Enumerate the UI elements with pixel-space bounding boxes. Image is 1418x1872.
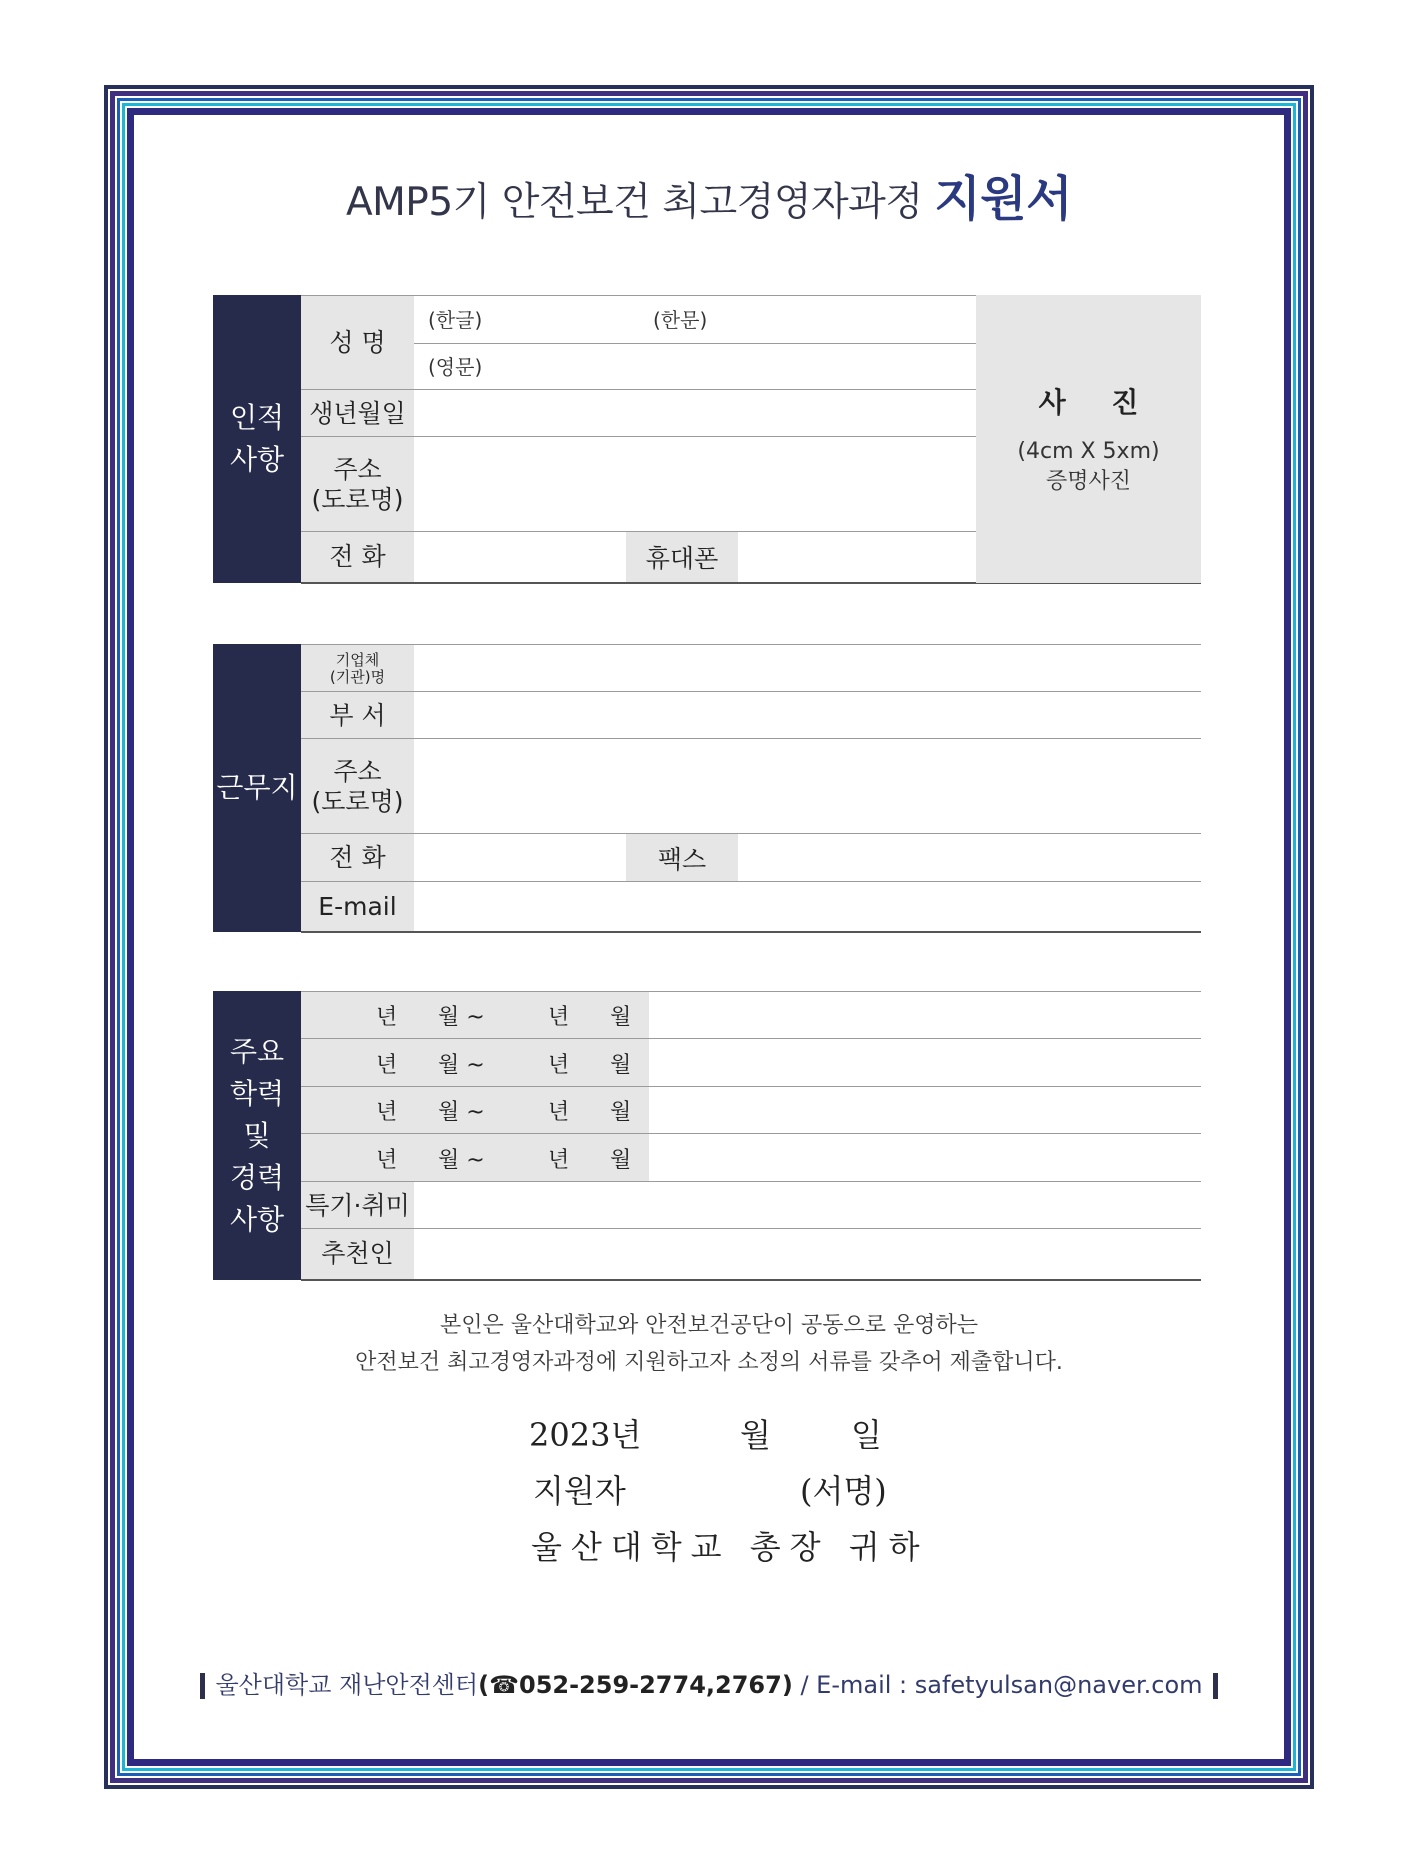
phone-field[interactable] [414, 532, 626, 582]
period-start-month: 월 ~ [438, 1052, 485, 1078]
declaration-line-1: 본인은 울산대학교와 안전보건공단이 공동으로 운영하는 [439, 1313, 979, 1338]
personal-section [213, 295, 1201, 583]
period-start-year: 년 [376, 1147, 398, 1173]
name-hanja-field[interactable]: (한문) [653, 308, 708, 332]
work-phone-row [301, 833, 1201, 882]
mobile-field[interactable] [738, 532, 968, 582]
name-row [301, 295, 976, 390]
dept-field[interactable] [414, 692, 1201, 739]
career-sidebar: 주요 학력 및 경력 사항 [213, 991, 301, 1280]
period-cell [301, 1039, 649, 1087]
work-address-row [301, 738, 1201, 834]
work-sidebar: 근무지 [213, 644, 301, 932]
company-label: 기업체 (기관)명 [301, 645, 414, 692]
photo-box[interactable] [976, 295, 1201, 583]
birth-field[interactable] [414, 390, 976, 437]
photo-note: 증명사진 [1045, 469, 1131, 494]
footer-email[interactable]: / E-mail : safetyulsan@naver.com [800, 1671, 1203, 1699]
period-start-year: 년 [376, 1005, 398, 1030]
footer-bar-right [1213, 1673, 1218, 1699]
email-row [301, 881, 1201, 933]
period-end-month: 월 [610, 1005, 632, 1030]
company-field[interactable] [414, 645, 1201, 692]
address-label: 주소 (도로명) [301, 437, 414, 532]
title-main: AMP5기 안전보건 최고경영자과정 [345, 180, 923, 225]
period-start-year: 년 [376, 1052, 398, 1078]
period-end-year: 년 [548, 1147, 570, 1173]
recommender-field[interactable] [414, 1229, 1201, 1279]
work-phone-field[interactable] [414, 834, 626, 882]
career-field[interactable] [649, 992, 1201, 1039]
birth-label: 생년월일 [301, 390, 414, 437]
title-highlight: 지원서 [934, 171, 1073, 227]
period-end-month: 월 [610, 1052, 632, 1078]
work-phone-label: 전 화 [301, 834, 414, 882]
name-english-field[interactable]: (영문) [428, 355, 483, 379]
email-field[interactable] [414, 882, 1201, 931]
hobby-field[interactable] [414, 1182, 1201, 1229]
footer-phone: (☎052-259-2774,2767) [478, 1671, 793, 1699]
footer [0, 1665, 1418, 1700]
period-cell [301, 1087, 649, 1134]
footer-org: 울산대학교 재난안전센터 [215, 1671, 479, 1699]
company-row [301, 644, 1201, 692]
address-field[interactable] [414, 437, 976, 532]
career-row [301, 1038, 1201, 1087]
sign-label: (서명) [800, 1472, 887, 1510]
dept-label: 부 서 [301, 692, 414, 739]
name-label: 성 명 [301, 296, 414, 390]
period-end-year: 년 [548, 1005, 570, 1030]
work-address-label: 주소 (도로명) [301, 739, 414, 834]
personal-sidebar: 인적 사항 [213, 295, 301, 583]
fax-label: 팩스 [626, 834, 738, 882]
fax-field[interactable] [738, 834, 1201, 882]
declaration-line-2: 안전보건 최고경영자과정에 지원하고자 소정의 서류를 갖추어 제출합니다. [355, 1350, 1063, 1375]
hobby-row [301, 1181, 1201, 1229]
period-start-year: 년 [376, 1100, 398, 1125]
period-start-month: 월 ~ [438, 1005, 485, 1030]
name-korean-field[interactable]: (한글) [428, 308, 483, 332]
footer-bar-left [200, 1673, 205, 1699]
career-row [301, 1133, 1201, 1182]
mobile-label: 휴대폰 [626, 532, 738, 582]
period-end-month: 월 [610, 1147, 632, 1173]
career-field[interactable] [649, 1087, 1201, 1134]
photo-size: (4cm X 5xm) [1017, 439, 1160, 464]
photo-title: 사 진 [1038, 386, 1157, 419]
career-row [301, 1086, 1201, 1134]
address-row [301, 436, 976, 532]
hobby-label: 특기·취미 [301, 1182, 414, 1229]
period-end-year: 년 [548, 1052, 570, 1078]
period-end-year: 년 [548, 1100, 570, 1125]
period-end-month: 월 [610, 1100, 632, 1125]
recommender-label: 추천인 [301, 1229, 414, 1279]
career-row [301, 991, 1201, 1039]
career-section [213, 991, 1201, 1280]
period-start-month: 월 ~ [438, 1147, 485, 1173]
signature-month: 월 [740, 1416, 771, 1454]
applicant-label: 지원자 [533, 1472, 626, 1510]
period-start-month: 월 ~ [438, 1100, 485, 1125]
signature-day: 일 [851, 1416, 882, 1454]
career-field[interactable] [649, 1039, 1201, 1087]
email-label: E-mail [301, 882, 414, 931]
period-cell [301, 992, 649, 1039]
signature-year: 2023년 [529, 1416, 642, 1454]
page-title [0, 160, 1418, 229]
recipient: 울산대학교 총장 귀하 [531, 1528, 929, 1566]
birth-row [301, 389, 976, 437]
phone-label: 전 화 [301, 532, 414, 582]
career-field[interactable] [649, 1134, 1201, 1182]
work-section [213, 644, 1201, 932]
recommender-row [301, 1228, 1201, 1281]
work-address-field[interactable] [414, 739, 1201, 834]
period-cell [301, 1134, 649, 1182]
dept-row [301, 691, 1201, 739]
